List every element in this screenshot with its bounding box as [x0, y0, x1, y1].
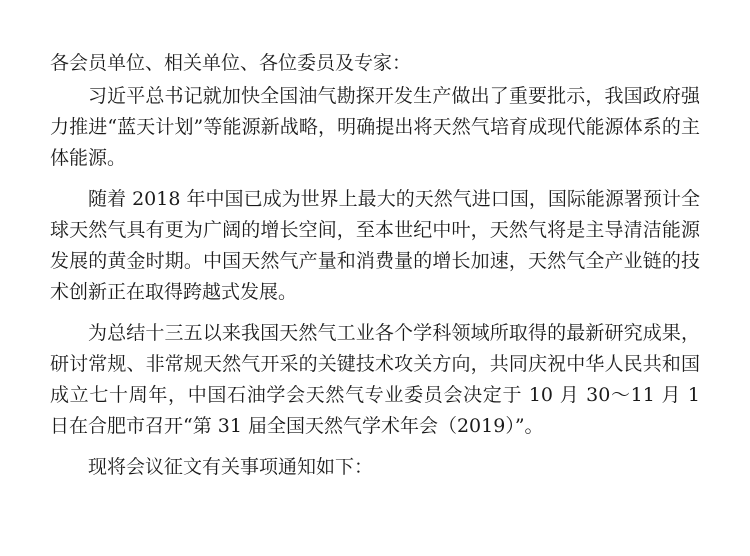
paragraph-call-for-papers: 现将会议征文有关事项通知如下： — [88, 456, 374, 478]
notice-document — [50, 48, 700, 493]
paragraph-instruction: 习近平总书记就加快全国油气勘探开发生产做出了重要批示，我国政府强力推进“蓝天计划”等能源新战略，明确提出将天然气培育成现代能源体系的主体能源。 — [50, 85, 700, 169]
paragraph-gas-outlook: 随着 2018 年中国已成为世界上最大的天然气进口国，国际能源署预计全球天然气具有更为广阔的增长空间，至本世纪中叶，天然气将是主导清洁能源发展的黄金时期。中国天然气产量和消费量的增长加速，天然气全产业链的技术创新正在取得跨越式发展。 — [50, 188, 700, 303]
salutation: 各会员单位、相关单位、各位委员及专家： — [50, 52, 412, 74]
paragraph-conference: 为总结十三五以来我国天然气工业各个学科领域所取得的最新研究成果，研讨常规、非常规天然气开采的关键技术攻关方向，共同庆祝中华人民共和国成立七十周年，中国石油学会天然气专业委员会决定于 10 月 30～11 月 1 日在合肥市召开“第 31 届全国天然气学术年会（2019）”。 — [50, 322, 700, 437]
